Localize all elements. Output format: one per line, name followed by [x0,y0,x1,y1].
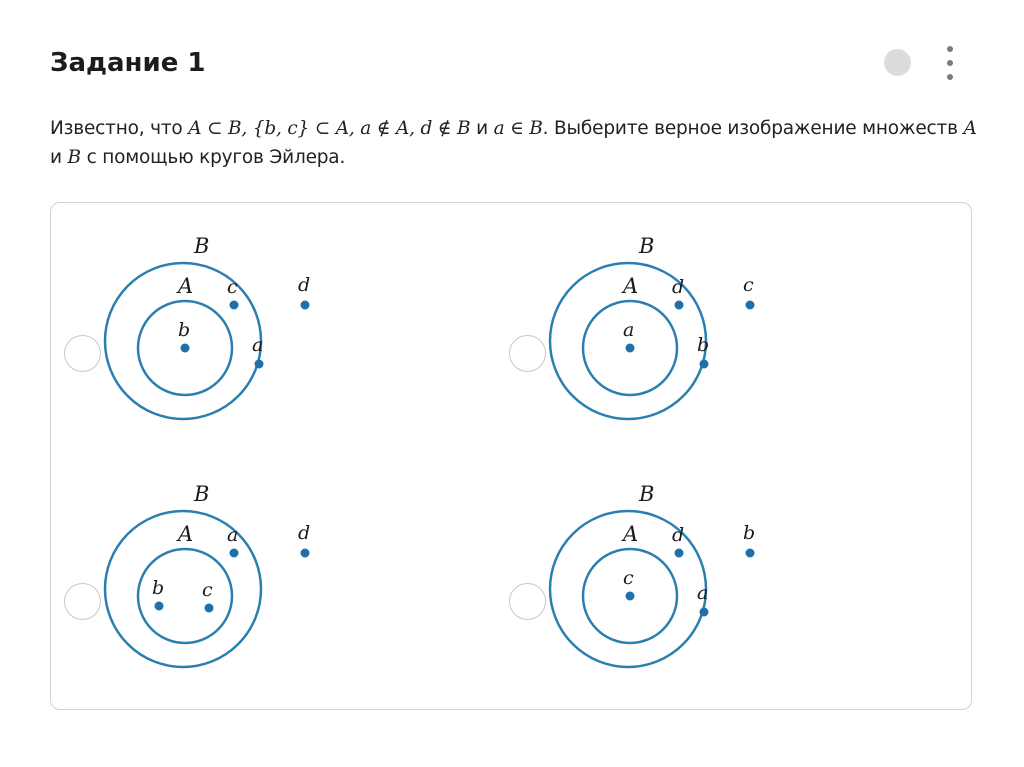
point-dot [675,301,684,310]
point-label: d [298,274,311,296]
answer-option-1[interactable] [51,223,471,463]
point-label: a [623,319,635,341]
answer-options-card [50,202,972,710]
inner-set-label: A [623,274,639,298]
point-label: d [672,524,685,546]
point-dot [230,549,239,558]
outer-set-label: B [639,482,655,506]
point-dot [181,344,190,353]
outer-set-label: B [194,234,210,258]
point-dot [255,360,264,369]
euler-diagram-2 [496,223,916,463]
point-dot [155,602,164,611]
point-dot [675,549,684,558]
point-label: d [298,522,311,544]
point-dot [700,608,709,617]
point-dot [205,604,214,613]
answer-option-4[interactable] [496,471,916,711]
point-label: b [178,319,191,341]
point-label: c [227,276,238,298]
point-dot [301,301,310,310]
point-dot [230,301,239,310]
point-label: a [697,582,709,604]
point-dot [746,301,755,310]
task-title: Задание 1 [50,48,206,78]
question-condition-1: A ⊂ B, {b, c} ⊂ A, a ∉ A, d ∉ B [188,118,471,139]
question-text: Известно, что A ⊂ B, {b, c} ⊂ A, a ∉ A, d ∉ B и a ∈ B. Выберите верное изображение множеств A и B с помощью кругов Эйлера. [50,118,977,168]
inner-set-label: A [178,274,194,298]
point-label: b [152,577,165,599]
point-label: c [743,274,754,296]
point-label: b [697,334,710,356]
point-dot [301,549,310,558]
euler-diagram-1 [51,223,471,463]
point-dot [626,344,635,353]
point-label: d [672,276,685,298]
circle-indicator-icon[interactable] [884,49,911,76]
point-dot [626,592,635,601]
point-dot [700,360,709,369]
euler-diagram-3 [51,471,471,711]
point-label: c [202,579,213,601]
outer-set-label: B [194,482,210,506]
point-dot [746,549,755,558]
answer-option-2[interactable] [496,223,916,463]
kebab-menu-icon[interactable] [940,46,960,80]
euler-diagram-4 [496,471,916,711]
inner-set-label: A [178,522,194,546]
point-label: a [227,524,239,546]
outer-set-label: B [639,234,655,258]
inner-set-label: A [623,522,639,546]
point-label: a [252,334,264,356]
answer-option-3[interactable] [51,471,471,711]
point-label: c [623,567,634,589]
question-condition-2: a ∈ B [493,118,543,139]
point-label: b [743,522,756,544]
